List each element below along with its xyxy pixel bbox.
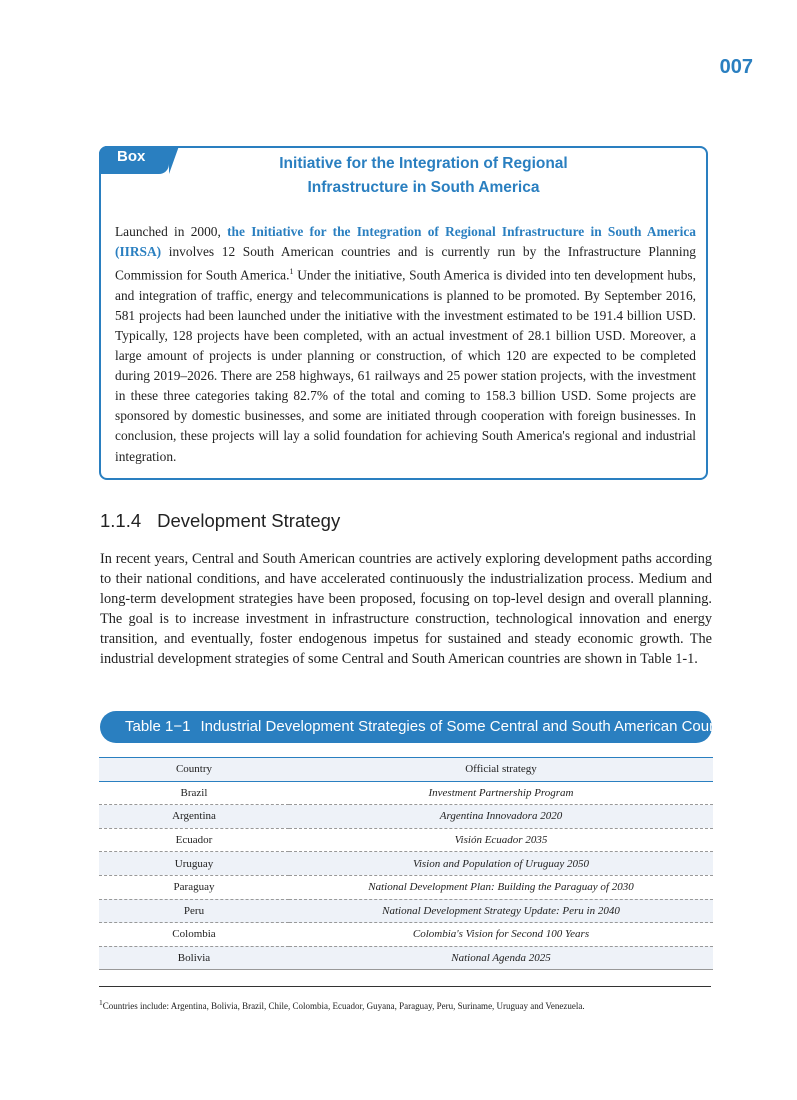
strategy-cell: Colombia's Vision for Second 100 Years xyxy=(412,928,590,941)
footnote-text: Countries include: Argentina, Bolivia, Brazil, Chile, Colombia, Ecuador, Guyana, Paraguay, Peru, Suriname, Uruguay and Venezuela. xyxy=(102,1001,585,1011)
country-cell: Colombia xyxy=(172,928,216,941)
section-number: 1.1.4 xyxy=(100,510,142,531)
strategy-cell: National Development Strategy Update: Peru in 2040 xyxy=(382,904,620,917)
box-body xyxy=(115,222,696,467)
footnote-reference[interactable]: 1 xyxy=(289,267,294,277)
strategy-cell: National Agenda 2025 xyxy=(451,952,551,965)
country-cell: Peru xyxy=(183,904,205,917)
box-tab-label: Box xyxy=(99,146,169,174)
strategy-cell: Vision and Population of Uruguay 2050 xyxy=(412,857,590,870)
table-caption xyxy=(100,711,746,743)
country-cell: Argentina xyxy=(172,810,216,823)
table-header-row xyxy=(99,758,713,782)
page-number: 007 xyxy=(719,56,753,78)
box-title-line2: Infrastructure in South America xyxy=(307,179,540,196)
section-title: Development Strategy xyxy=(157,510,341,531)
strategy-table xyxy=(99,757,713,970)
footnote-divider xyxy=(99,986,711,987)
strategy-cell: Argentina Innovadora 2020 xyxy=(439,810,563,823)
section-paragraph: In recent years, Central and South American countries are actively exploring development paths according to their national conditions, and have accelerated continuously the industrialization process. Medium and long-term development strategies have been proposed, focusing on top-level design and overall planning. The goal is to increase investment in infrastructure construction, technological innovation and energy transition, and eventually, foster endogenous impetus for sustained and steady economic growth. The industrial development strategies of some Central and South American countries are shown in Table 1-1. xyxy=(100,551,712,668)
strategy-cell: Investment Partnership Program xyxy=(428,786,574,799)
box-title-line1: Initiative for the Integration of Regional xyxy=(279,155,568,172)
table-row xyxy=(99,923,713,947)
footnote xyxy=(99,998,585,1011)
strategy-cell: National Development Plan: Building the Paraguay of 2030 xyxy=(368,881,634,894)
header-country: Country xyxy=(175,763,213,776)
table-row xyxy=(99,805,713,829)
table-row xyxy=(99,875,713,899)
box-body-part2: Under the initiative, South America is divided into ten development hubs, and integration of traffic, energy and telecommunications is planned to be promoted. By September 2016, 581 projects had been launched under the initiative with the investment estimated to be 191.4 billion USD. Typically, 128 projects have been completed, with an actual investment of 28.1 billion USD. Moreover, a large amount of projects is under planning or construction, of which 120 are expected to be completed during 2019–2026. There are 258 highways, 61 railways and 25 power station projects, with the investment in these three categories taking 82.7% of the total and coming to 158.3 billion USD. Some projects are sponsored by domestic businesses, and some are initiated through cooperation with foreign businesses. In conclusion, these projects will lay a solid foundation for achieving South America's regional and industrial integration. xyxy=(115,267,696,464)
table-row xyxy=(99,946,713,970)
table-row xyxy=(99,899,713,923)
section-heading xyxy=(100,510,340,532)
box-title xyxy=(201,152,646,200)
country-cell: Uruguay xyxy=(174,857,214,870)
table-row xyxy=(99,852,713,876)
box-body-part1: involves 12 South American countries and is currently run by the Infrastructure Planning Commission for South America. xyxy=(115,244,696,283)
table-row xyxy=(99,781,713,805)
box-body-highlight: the Initiative for the Integration of Regional Infrastructure in South America (IIRSA) xyxy=(115,224,696,260)
table-row xyxy=(99,828,713,852)
strategy-cell: Visión Ecuador 2035 xyxy=(454,834,548,847)
country-cell: Paraguay xyxy=(173,881,215,894)
table-caption-title: Industrial Development Strategies of Some Central and South American Countries xyxy=(200,718,746,735)
header-strategy: Official strategy xyxy=(465,763,537,776)
info-box xyxy=(99,146,708,480)
country-cell: Ecuador xyxy=(175,834,213,847)
country-cell: Bolivia xyxy=(177,952,211,965)
table-caption-number: Table 1−1 xyxy=(125,718,191,735)
box-body-intro: Launched in 2000, xyxy=(115,224,228,239)
footnote-marker: 1 xyxy=(99,998,103,1007)
country-cell: Brazil xyxy=(180,786,208,799)
